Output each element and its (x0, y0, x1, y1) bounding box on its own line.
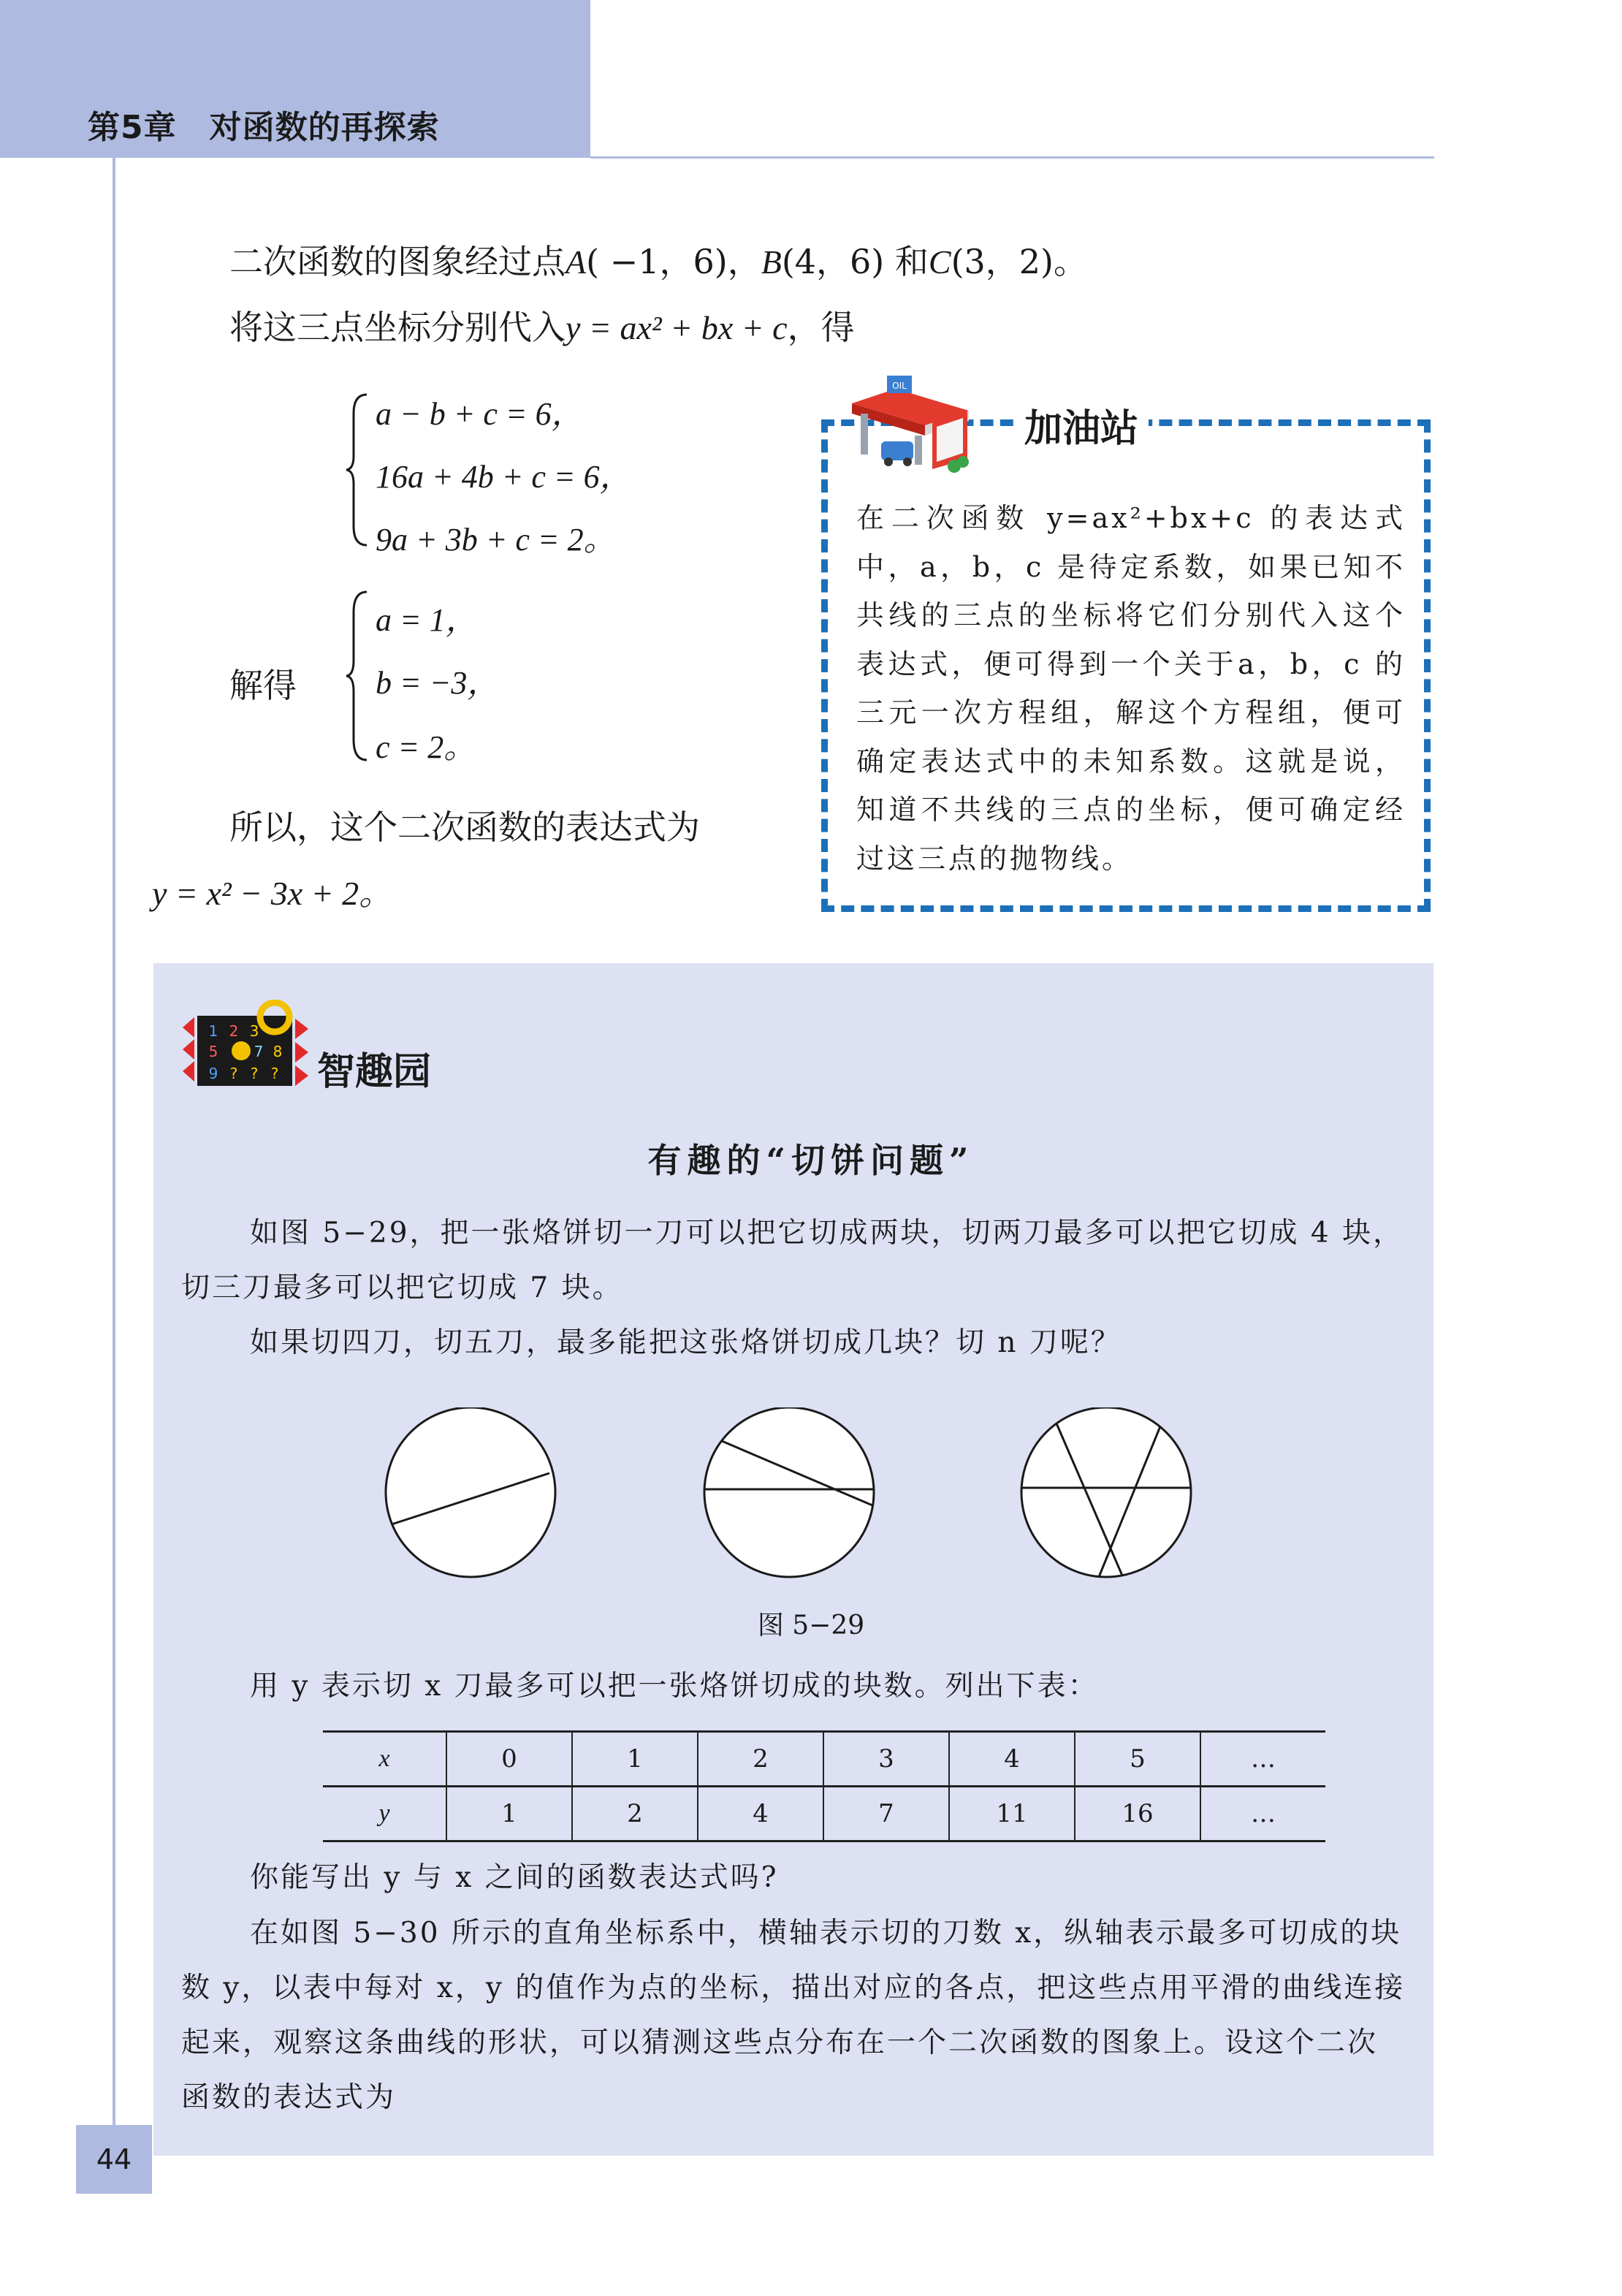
puzzle-logo-icon (181, 1000, 310, 1102)
table-cell: 7 (823, 1787, 949, 1841)
text-segment: (3，2)。 (951, 242, 1087, 281)
brace-icon (343, 589, 373, 763)
table-cell: 1 (446, 1787, 572, 1841)
text-segment: ，得 (787, 308, 855, 347)
pancake-two-cuts (704, 1407, 874, 1577)
equation-1: a − b + c = 6， (376, 396, 584, 432)
table-cell: y (323, 1787, 446, 1841)
tip-icon-sign: OIL (892, 381, 907, 391)
table-cell: … (1200, 1787, 1325, 1841)
table-cell: 11 (949, 1787, 1075, 1841)
logo-digit: 8 (273, 1043, 283, 1060)
logo-digit: 2 (229, 1022, 239, 1040)
figure-caption: 图 5−29 (757, 1611, 865, 1641)
solution-a: a = 1， (376, 602, 478, 638)
logo-digit: ? (229, 1065, 238, 1082)
text-segment: ( −1，6)， (586, 242, 761, 281)
solve-label: 解得 (229, 666, 297, 705)
logo-digit: ? (250, 1065, 259, 1082)
text-segment: 将这三点坐标分别代入 (229, 308, 566, 347)
table-cell: x (323, 1732, 446, 1787)
pancake-figure (365, 1407, 1257, 1597)
table-intro: 用 y 表示切 x 刀最多可以把一张烙饼切成的块数。列出下表： (250, 1670, 1099, 1703)
tip-text: 在二次函数 y=ax²+bx+c 的表达式中，a，b，c 是待定系数，如果已知不共线的三点的坐标将它们分别代入这个表达式，便可得到一个关于a，b，c 的三元一次方程组，解这个方程组，便可确定表达式中的未知系数。这就是说，知道不共线的三点的坐标，便可确定经过这三点的抛物线。 (856, 502, 1406, 875)
table-row (323, 1732, 1325, 1787)
table-cell: 5 (1075, 1732, 1200, 1787)
problem-title: 有趣的“切饼问题” (647, 1141, 975, 1180)
equation-2: 16a + 4b + c = 6， (376, 459, 632, 495)
table-cell: … (1200, 1732, 1325, 1787)
brace-icon (343, 392, 373, 548)
fun-title: 智趣园 (317, 1050, 432, 1094)
logo-digit: 1 (208, 1022, 218, 1040)
table-cell: 1 (572, 1732, 698, 1787)
header-rule (590, 156, 1434, 159)
text-line-points (229, 235, 1087, 284)
table-row (323, 1787, 1325, 1841)
table-cell: 4 (949, 1732, 1075, 1787)
tip-title: 加油站 (1014, 398, 1149, 452)
equation-3: 9a + 3b + c = 2。 (376, 522, 616, 558)
logo-digit: 5 (208, 1043, 218, 1060)
xy-table (323, 1730, 1325, 1842)
logo-digit: 7 (254, 1043, 264, 1060)
table-cell: 3 (823, 1732, 949, 1787)
pancake-one-cut (386, 1407, 555, 1577)
table-cell: 0 (446, 1732, 572, 1787)
table-cell: 2 (572, 1787, 698, 1841)
page-number: 44 (96, 2143, 132, 2175)
point-c-label: C (928, 243, 951, 281)
table-cell: 16 (1075, 1787, 1200, 1841)
chapter-title: 第5章 对函数的再探索 (88, 109, 440, 146)
problem-paragraph-2: 如果切四刀，切五刀，最多能把这张烙饼切成几块？切 n 刀呢？ (250, 1326, 1122, 1359)
text-segment: 二次函数的图象经过点 (229, 242, 566, 281)
solution-b: b = −3， (376, 665, 500, 701)
result-formula: y = x² − 3x + 2。 (152, 875, 393, 912)
pancake-three-cuts (1021, 1407, 1191, 1577)
text-line-substitute (229, 301, 855, 349)
logo-digit: ? (270, 1065, 279, 1082)
quadratic-formula: y = ax² + bx + c (566, 309, 788, 346)
logo-digit: 3 (249, 1022, 259, 1040)
table-cell: 2 (698, 1732, 823, 1787)
point-a-label: A (566, 243, 587, 281)
logo-digit: 9 (208, 1065, 218, 1082)
solution-c: c = 2。 (376, 729, 476, 765)
method-paragraph: 在如图 5−30 所示的直角坐标系中，横轴表示切的刀数 x，纵轴表示最多可切成的块数 y，以表中每对 x，y 的值作为点的坐标，描出对应的各点，把这些点用平滑的曲线连接起来，观察这条曲线的形状，可以猜测这些点分布在一个二次函数的图象上。设这个二次函数的表达式为 (181, 1917, 1406, 2114)
question-paragraph: 你能写出 y 与 x 之间的函数表达式吗? (250, 1861, 779, 1894)
gas-station-icon (845, 374, 983, 476)
text-segment: (4，6) 和 (781, 242, 929, 281)
table-cell: 4 (698, 1787, 823, 1841)
problem-paragraph-1: 如图 5−29，把一张烙饼切一刀可以把它切成两块，切两刀最多可以把它切成 4 块，切三刀最多可以把它切成 7 块。 (181, 1217, 1404, 1304)
point-b-label: B (761, 243, 782, 281)
conclusion-text: 所以，这个二次函数的表达式为 (229, 807, 700, 847)
